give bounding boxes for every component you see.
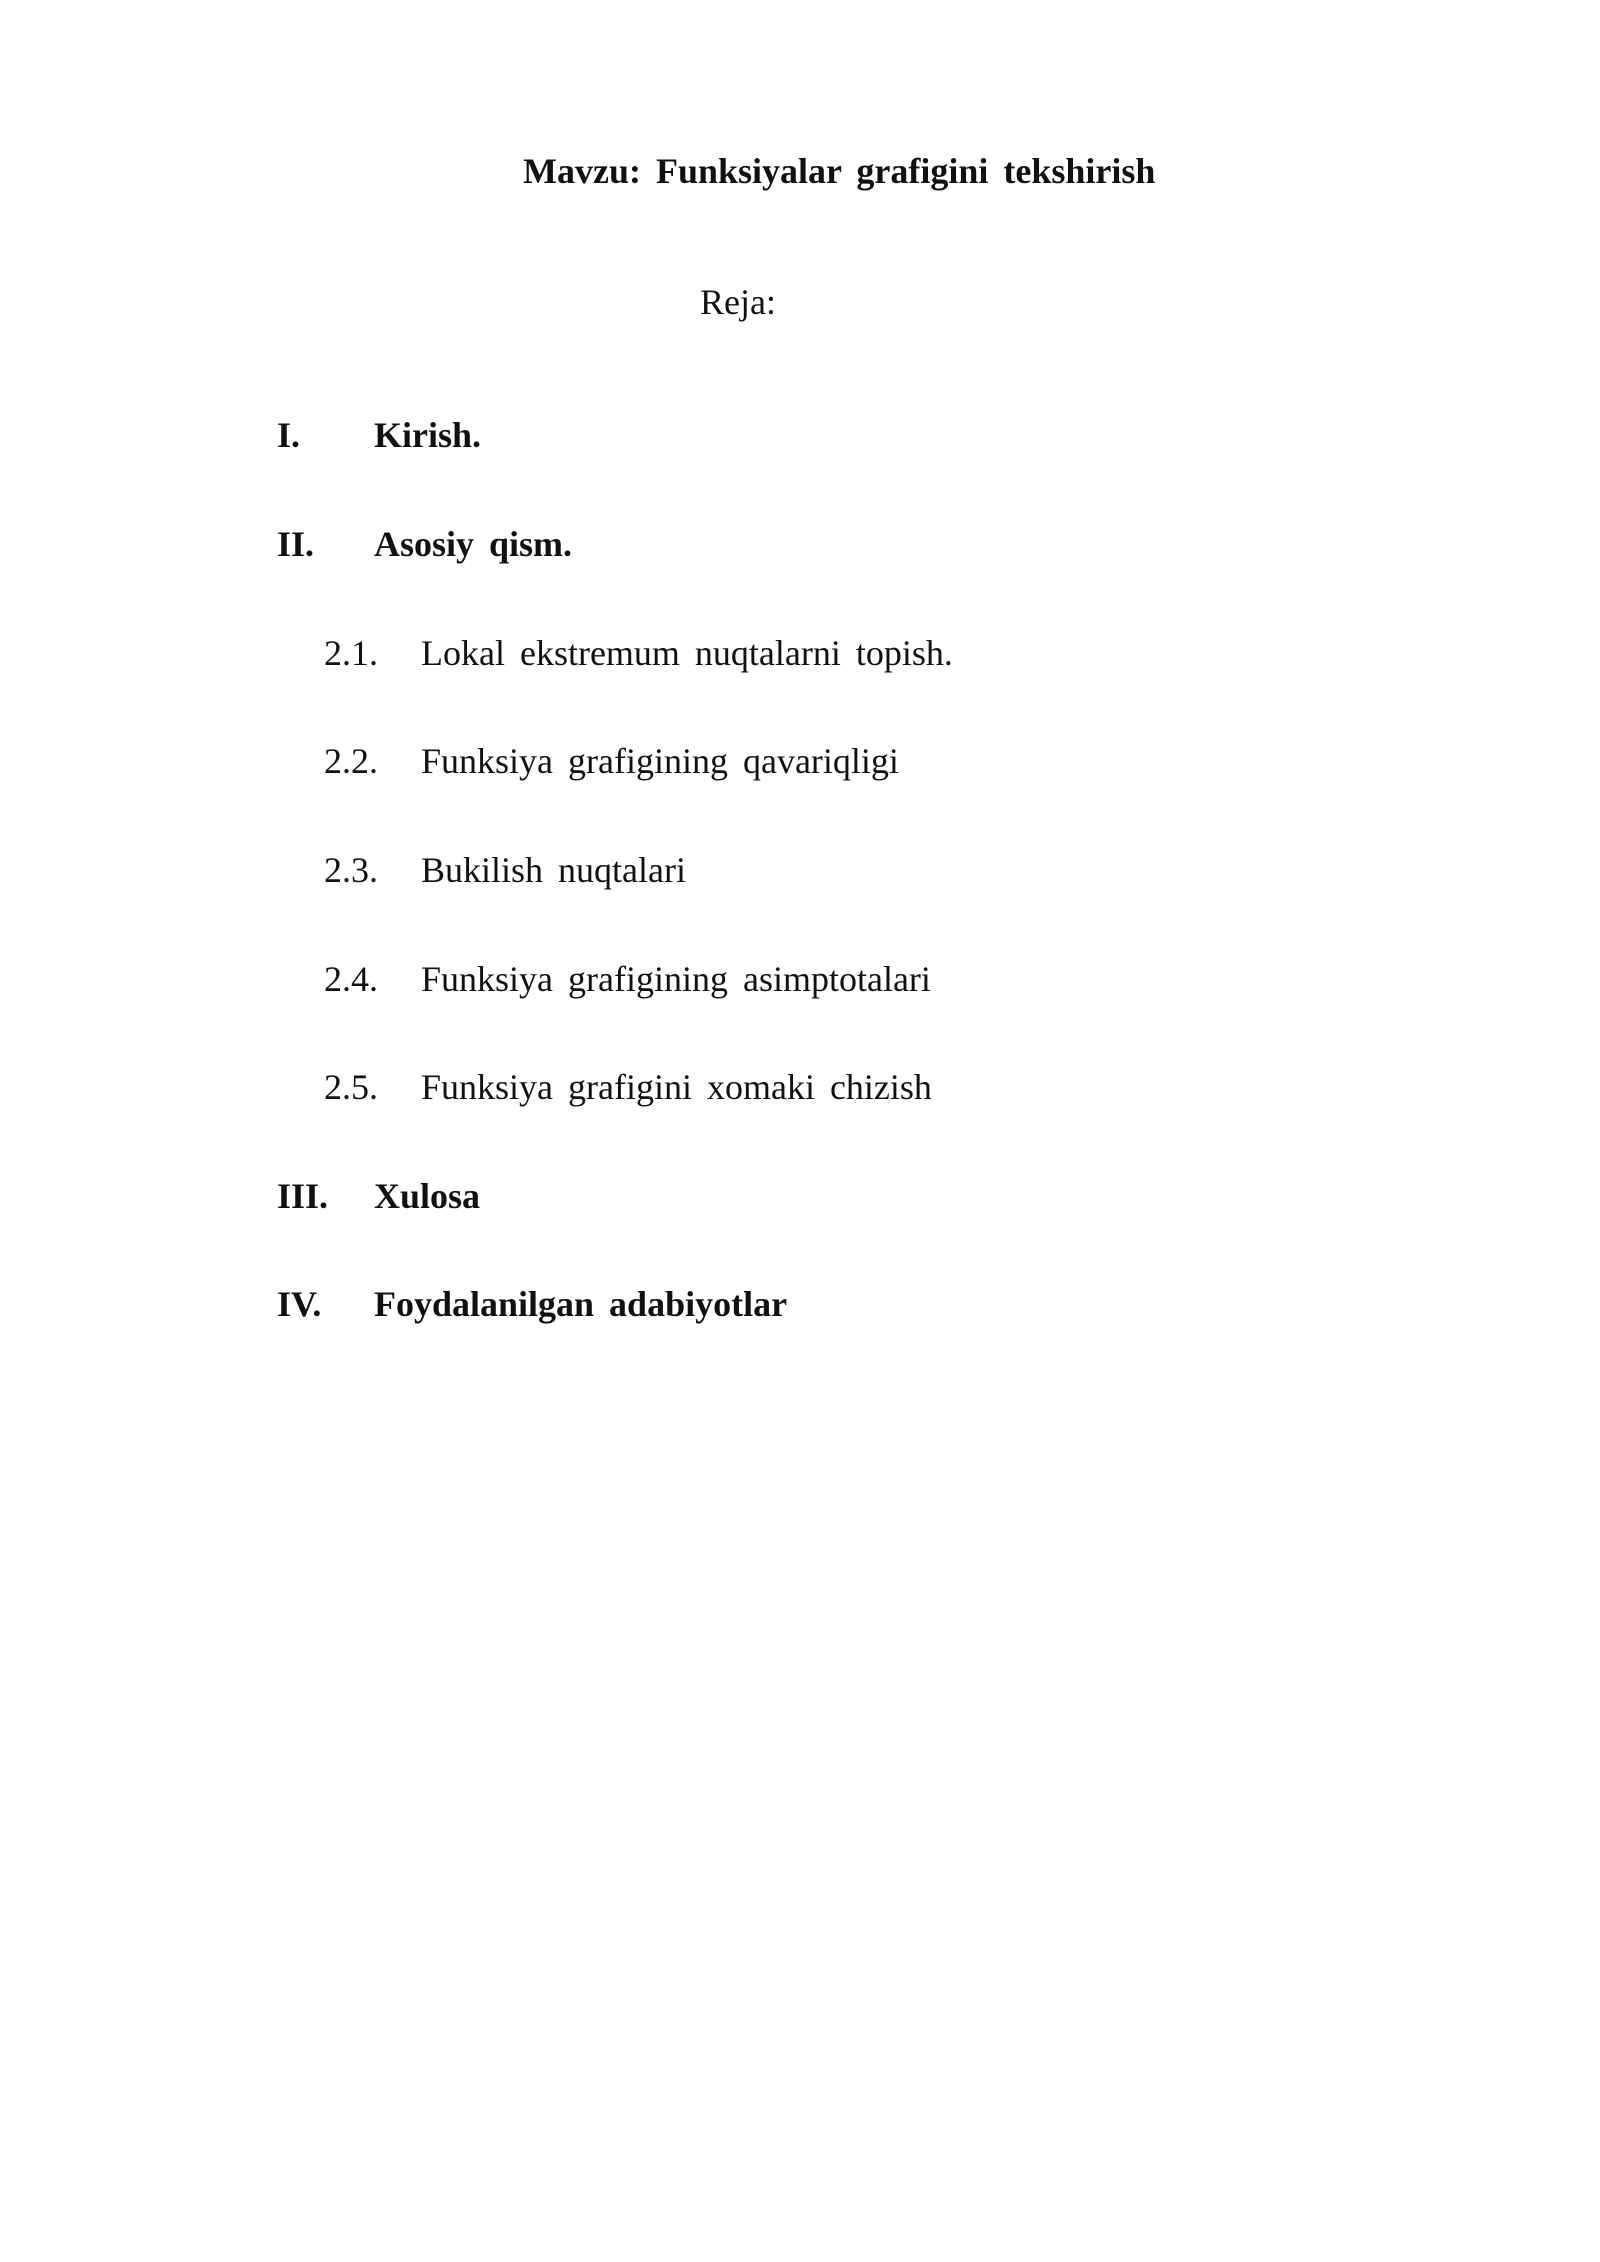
page-title: Mavzu: Funksiyalar grafigini tekshirish [523,151,1156,191]
outline-subitem-text: Funksiya grafigining qavariqligi [421,741,899,781]
outline-item-number: III. [277,1176,329,1216]
outline-item-text: Foydalanilgan adabiyotlar [374,1284,788,1324]
outline-subitem-number: 2.1. [324,633,378,673]
outline-subitem-number: 2.3. [324,850,378,890]
outline-subitem-text: Funksiya grafigini xomaki chizish [421,1067,932,1107]
outline-subitem-text: Funksiya grafigining asimptotalari [421,959,931,999]
outline-item-text: Kirish. [374,415,482,455]
outline-item-text: Asosiy qism. [374,524,573,564]
plan-heading: Reja: [700,282,776,322]
outline-item-number: I. [277,415,301,455]
outline-subitem-number: 2.2. [324,741,378,781]
outline-item-text: Xulosa [374,1176,481,1216]
outline-item-number: IV. [277,1284,322,1324]
outline-subitem-text: Lokal ekstremum nuqtalarni topish. [421,633,953,673]
outline-subitem-number: 2.4. [324,959,378,999]
outline-subitem-number: 2.5. [324,1067,378,1107]
outline-item-number: II. [277,524,315,564]
outline-subitem-text: Bukilish nuqtalari [421,850,686,890]
